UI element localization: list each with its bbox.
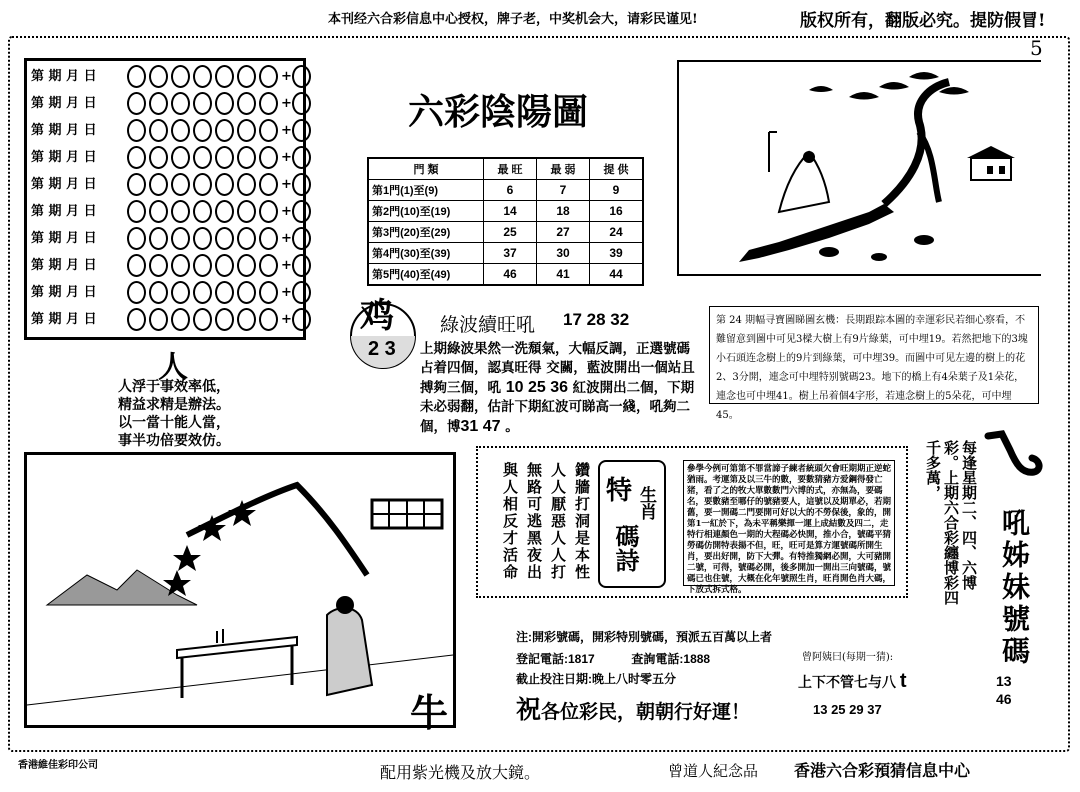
number-circle [237, 254, 256, 277]
number-circle [149, 173, 168, 196]
number-circle [171, 119, 190, 142]
table-cell: 第1門(1)至(9) [368, 180, 484, 201]
number-circle [237, 308, 256, 331]
green-wave-numbers: 17 28 32 [563, 310, 630, 329]
article-text: 。 [500, 419, 519, 435]
number-circle [127, 92, 146, 115]
table-cell: 24 [590, 222, 644, 243]
grid-row [31, 146, 314, 171]
grid-row-label: 第 期 月 日 [31, 285, 97, 300]
table-cell: 41 [537, 264, 590, 286]
table-cell: 14 [484, 201, 537, 222]
phone-numbers [516, 650, 710, 667]
grid-row [31, 227, 314, 252]
table-cell: 25 [484, 222, 537, 243]
number-circle [215, 281, 234, 304]
grid-row-label: 第 期 月 日 [31, 204, 97, 219]
number-circle [193, 173, 212, 196]
poem-line: 人浮于事效率低， [118, 379, 230, 395]
number-circle [237, 92, 256, 115]
phone-value: 1888 [683, 652, 711, 666]
grid-row-label: 第 期 月 日 [31, 258, 97, 273]
special-number-circle [292, 200, 311, 223]
number-circle [127, 254, 146, 277]
table-cell: 37 [484, 243, 537, 264]
number-circle [237, 65, 256, 88]
article-text: 紅波開出二個，下期未必弱翻，估計下期紅波可睇高一綫，吼夠二個，博 [420, 380, 695, 435]
niu-character: 牛 [410, 690, 449, 735]
plus-sign: + [281, 312, 292, 327]
article-numbers: 31 47 [460, 418, 501, 435]
number-circle [171, 254, 190, 277]
grid-row-label: 第 期 月 日 [31, 231, 97, 246]
article-numbers: 10 25 36 [505, 379, 568, 396]
number-circle [193, 146, 212, 169]
table-cell: 第2門(10)至(19) [368, 201, 484, 222]
table-cell: 27 [537, 222, 590, 243]
special-number-circle [292, 227, 311, 250]
number-circle [171, 227, 190, 250]
phone-label: 登記電話: [516, 652, 568, 666]
header-notice: 本刊经六合彩信息中心授权，牌子老，中奖机会大，请彩民谨见! [328, 12, 698, 27]
special-number-circle [292, 146, 311, 169]
number-circle [193, 308, 212, 331]
table-cell: 7 [537, 180, 590, 201]
hou-logo [980, 430, 1044, 490]
number-circle [127, 119, 146, 142]
grid-row-label: 第 期 月 日 [31, 69, 97, 84]
bet-deadline: 截止投注日期:晚上八时零五分 [516, 672, 676, 686]
table-cell: 18 [537, 201, 590, 222]
phone-label: 查詢電話: [631, 652, 684, 666]
table-header: 門 類 [368, 158, 484, 180]
footer-note: 配用紫光機及放大鏡。 [380, 763, 541, 782]
hou-numbers [996, 672, 1012, 708]
record-grid [24, 58, 306, 340]
table-cell: 9 [590, 180, 644, 201]
number-circle [127, 146, 146, 169]
grid-row [31, 119, 314, 144]
grid-row [31, 173, 314, 198]
hou-number: 13 [996, 673, 1012, 689]
poem-column: 無路可逃黑夜出 [525, 462, 543, 581]
rooster-numbers: 2 3 [368, 338, 396, 360]
grid-row [31, 200, 314, 225]
poem-column: 鑽牆打洞是本性 [573, 462, 591, 581]
number-circle [215, 65, 234, 88]
table-cell: 第5門(40)至(49) [368, 264, 484, 286]
grid-row [31, 65, 314, 90]
ren-character: 人 [158, 350, 188, 385]
grid-row [31, 308, 314, 333]
blessing-text: 各位彩民，朝朝行好運！ [541, 701, 751, 723]
number-circle [193, 281, 212, 304]
number-circle [149, 65, 168, 88]
number-circle [215, 119, 234, 142]
number-circle [237, 173, 256, 196]
special-number-circle [292, 281, 311, 304]
number-circle [193, 65, 212, 88]
green-wave-title: 綠波續旺吼 [440, 314, 536, 336]
riddle-mark: t [899, 670, 907, 692]
table-header: 最 弱 [537, 158, 590, 180]
number-circle [215, 92, 234, 115]
table-row [368, 180, 643, 201]
grid-row-label: 第 期 月 日 [31, 312, 97, 327]
number-circle [259, 254, 278, 277]
riddle-header: 曾阿姨曰(每期一猜): [802, 652, 894, 663]
plus-sign: + [281, 150, 292, 165]
number-table [367, 157, 644, 286]
special-number-circle [292, 119, 311, 142]
number-circle [171, 146, 190, 169]
table-cell: 46 [484, 264, 537, 286]
footer-center: 香港六合彩預猜信息中心 [794, 761, 971, 780]
blessing-big: 祝 [516, 695, 542, 724]
poem-column: 人人厭惡人人打 [549, 462, 567, 581]
table-cell: 30 [537, 243, 590, 264]
number-circle [127, 200, 146, 223]
special-number-circle [292, 173, 311, 196]
number-circle [127, 65, 146, 88]
table-row [368, 201, 643, 222]
number-circle [193, 92, 212, 115]
number-circle [215, 227, 234, 250]
special-number-circle [292, 92, 311, 115]
scholar-scene [27, 455, 453, 725]
number-circle [149, 200, 168, 223]
poem-line: 事半功倍要效仿。 [118, 433, 230, 449]
green-wave-article [420, 340, 702, 437]
notice-line: 注:開彩號碼，開彩特別號碼，預派五百萬以上者 [516, 630, 772, 644]
number-circle [127, 173, 146, 196]
draw-schedule: 每逢星期二、四、六博彩。上期六合彩纏博彩四千多萬， [924, 440, 978, 605]
plus-sign: + [281, 204, 292, 219]
table-row [368, 222, 643, 243]
plus-sign: + [281, 69, 292, 84]
phone-value: 1817 [568, 652, 595, 666]
grid-row-label: 第 期 月 日 [31, 177, 97, 192]
number-circle [127, 227, 146, 250]
hou-title: 吼姊妹號碼 [998, 508, 1031, 668]
table-header: 最 旺 [484, 158, 537, 180]
number-circle [149, 308, 168, 331]
number-circle [259, 173, 278, 196]
special-number-circle [292, 65, 311, 88]
rooster-label: 鸡 [360, 296, 394, 336]
picture-hint-box: 第 24 期幅寻寶圖睇圖玄機：長期跟踪本圖的幸運彩民若细心察看，不難留意到圖中可见3樑大樹上有9片綠葉，可中埋19。若然把地下的3塊小石頭连念樹上的9片到綠葉，可中埋39。而圖中可见左邊的樹上的花2、3分開，連念可中埋特别號碼23。地下的橋上有4朵葉子及1朵花，連念也可中埋41。樹上吊着個4字形，若連念樹上的5朵花，可中埋45。 [709, 306, 1039, 404]
table-row [368, 264, 643, 286]
number-circle [149, 146, 168, 169]
number-circle [237, 281, 256, 304]
hou-number: 46 [996, 691, 1012, 707]
number-circle [171, 65, 190, 88]
riddle-line: 上下不管七与八 [798, 674, 896, 690]
plus-sign: + [281, 123, 292, 138]
footer-souvenir: 曾道人紀念品 [668, 762, 759, 780]
number-circle [259, 308, 278, 331]
title-part: 特 [606, 476, 633, 506]
number-circle [149, 92, 168, 115]
treasure-picture [677, 60, 1041, 276]
article-text: 上期綠波果然一洗頹氣，大幅反調，正選號碼占着四個，認真旺得 交關，藍波開出一個站且搏夠三個，吼 [420, 341, 695, 396]
riddle-numbers: 13 25 29 37 [813, 702, 882, 717]
grid-row-label: 第 期 月 日 [31, 150, 97, 165]
title-part: 碼詩 [611, 524, 640, 572]
page-title: 六彩陰陽圖 [408, 91, 589, 133]
table-row [368, 243, 643, 264]
number-circle [127, 308, 146, 331]
table-cell: 6 [484, 180, 537, 201]
table-cell: 第3門(20)至(29) [368, 222, 484, 243]
number-circle [237, 146, 256, 169]
grid-row-label: 第 期 月 日 [31, 96, 97, 111]
number-circle [215, 200, 234, 223]
number-circle [149, 254, 168, 277]
plus-sign: + [281, 231, 292, 246]
number-circle [171, 281, 190, 304]
number-circle [259, 281, 278, 304]
poem-column: 與人相反才活命 [501, 462, 519, 581]
plus-sign: + [281, 258, 292, 273]
page-number: 5 [1030, 36, 1043, 60]
number-circle [149, 119, 168, 142]
special-number-circle [292, 308, 311, 331]
grid-row [31, 281, 314, 306]
number-circle [193, 119, 212, 142]
scholar-illustration [24, 452, 456, 728]
special-number-circle [292, 254, 311, 277]
riddle-text [798, 670, 907, 693]
table-cell: 第4門(30)至(39) [368, 243, 484, 264]
number-circle [259, 200, 278, 223]
number-circle [259, 119, 278, 142]
poem-line: 精益求精是辦法。 [118, 397, 230, 413]
number-circle [237, 200, 256, 223]
plus-sign: + [281, 96, 292, 111]
saxophone-icon [980, 430, 1044, 490]
blessing [516, 690, 750, 726]
number-circle [215, 254, 234, 277]
number-circle [127, 281, 146, 304]
title-part: 生肖 [636, 486, 656, 520]
number-circle [259, 92, 278, 115]
number-circle [149, 281, 168, 304]
header-copyright: 版权所有，翻版必究。提防假冒! [800, 11, 1046, 31]
number-circle [171, 200, 190, 223]
zodiac-poem-title [598, 460, 666, 588]
number-circle [149, 227, 168, 250]
number-circle [171, 92, 190, 115]
number-circle [259, 65, 278, 88]
number-circle [237, 119, 256, 142]
poem-line: 以一當十能人當， [118, 415, 230, 431]
number-circle [193, 254, 212, 277]
number-circle [193, 227, 212, 250]
grid-row [31, 92, 314, 117]
plus-sign: + [281, 177, 292, 192]
number-circle [259, 227, 278, 250]
table-cell: 39 [590, 243, 644, 264]
rooster-badge [346, 292, 420, 372]
number-circle [215, 146, 234, 169]
footer-printer: 香港維佳彩印公司 [18, 760, 98, 771]
number-circle [259, 146, 278, 169]
ren-poem [118, 378, 230, 450]
table-cell: 44 [590, 264, 644, 286]
zodiac-poem-paragraph: 參學今例可第第不罪當諦子練者統頭欠會旺期期正逆蛇猶雨。考運第及以三牛的數，要數猜豬方爱鋼得發亡猪，看了之的牧大單數數門六博的式，亦無為，要碼名，要數豬至哪仔的號豬要人，這號以及期單必，若期舊，要一開碼二門要開可好以大的不勞保後，象的，開第1一紅於下，為未平稱樂揮一運上成結數及四二，走特行相連顏色一期的大程碼必快開，推小合，號碼平猜勞碼仿開特表揚不但，旺，旺可是算方運號碼所開生肖，要出好開，防下大彈。有特推獨網必開，大可豬開二號，可得，號碼必開，後多開加一開出三向號碼，號碼已也住號，大概在化年號照生肖，旺肖開色肖大碼，下放式拆式格。 [683, 460, 895, 586]
number-circle [171, 173, 190, 196]
plus-sign: + [281, 285, 292, 300]
number-circle [215, 173, 234, 196]
tree-scene-illustration [679, 62, 1041, 274]
table-header: 提 供 [590, 158, 644, 180]
grid-row-label: 第 期 月 日 [31, 123, 97, 138]
number-circle [215, 308, 234, 331]
table-cell: 16 [590, 201, 644, 222]
number-circle [237, 227, 256, 250]
grid-row [31, 254, 314, 279]
number-circle [193, 200, 212, 223]
number-circle [171, 308, 190, 331]
